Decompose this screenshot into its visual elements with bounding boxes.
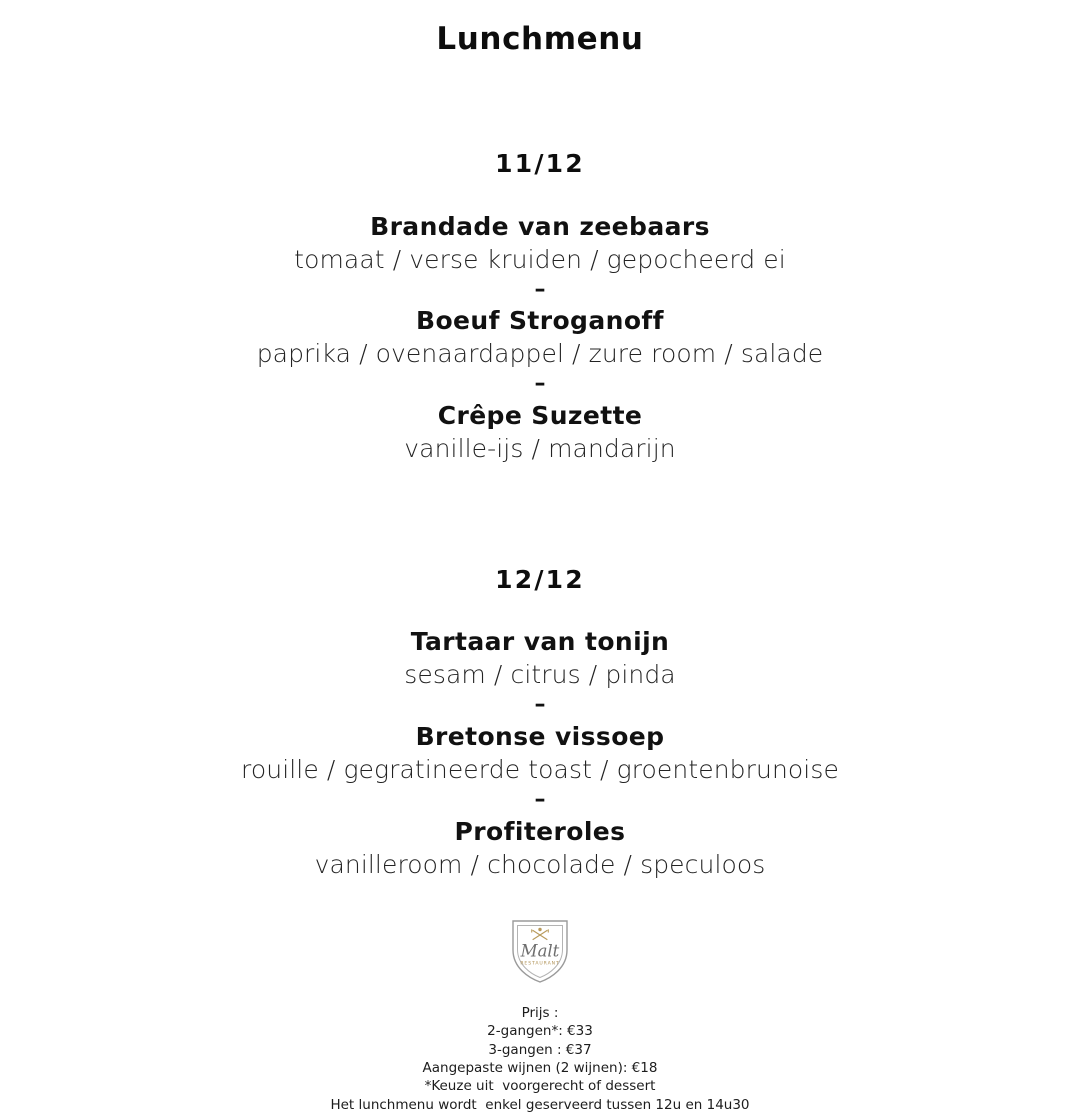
course-name: Bretonse vissoep (415, 722, 665, 752)
footer-service-hours: Het lunchmenu wordt enkel geserveerd tussen 12u en 14u30 (330, 1096, 750, 1113)
day-date: 12/12 (495, 564, 585, 594)
course-name: Profiteroles (454, 816, 626, 846)
course-description: paprika / ovenaardappel / zure room / salade (256, 339, 824, 369)
course-item (0, 399, 1080, 466)
course-name: Tartaar van tonijn (410, 627, 670, 657)
footer-wine-pairing: Aangepaste wijnen (2 wijnen): €18 (422, 1059, 658, 1076)
footer-choice-note: *Keuze uit voorgerecht of dessert (424, 1078, 656, 1095)
course-separator: – (534, 692, 546, 718)
footer-info (0, 1004, 1080, 1114)
course-list (0, 210, 1080, 466)
course-separator: – (534, 276, 546, 302)
page-title: Lunchmenu (436, 21, 644, 57)
logo-subtitle: RESTAURANT (520, 961, 560, 967)
course-description: tomaat / verse kruiden / gepocheerd ei (294, 244, 786, 274)
footer-price-two-course: 2-gangen*: €33 (487, 1023, 593, 1040)
footer-price-three-course: 3-gangen : €37 (488, 1041, 592, 1058)
restaurant-logo (0, 916, 1080, 986)
course-description: vanilleroom / chocolade / speculoos (314, 849, 766, 879)
footer-price-label: Prijs : (521, 1004, 559, 1021)
course-item (0, 720, 1080, 787)
course-item (0, 210, 1080, 277)
course-separator: – (534, 371, 546, 397)
course-description: vanille-ijs / mandarijn (404, 433, 676, 463)
course-separator: – (534, 787, 546, 813)
course-description: rouille / gegratineerde toast / groentenbrunoise (241, 755, 839, 785)
day-section-2 (0, 566, 1080, 882)
day-date: 11/12 (495, 149, 585, 179)
course-name: Crêpe Suzette (437, 400, 643, 430)
course-description: sesam / citrus / pinda (404, 660, 676, 690)
course-item (0, 625, 1080, 692)
shield-crest-logo-icon (509, 916, 571, 986)
course-item (0, 815, 1080, 882)
course-item (0, 304, 1080, 371)
course-list (0, 625, 1080, 881)
logo-wordmark: Malt (520, 941, 560, 961)
course-name: Boeuf Stroganoff (416, 306, 664, 336)
day-section-1 (0, 150, 1080, 466)
course-name: Brandade van zeebaars (370, 211, 710, 241)
